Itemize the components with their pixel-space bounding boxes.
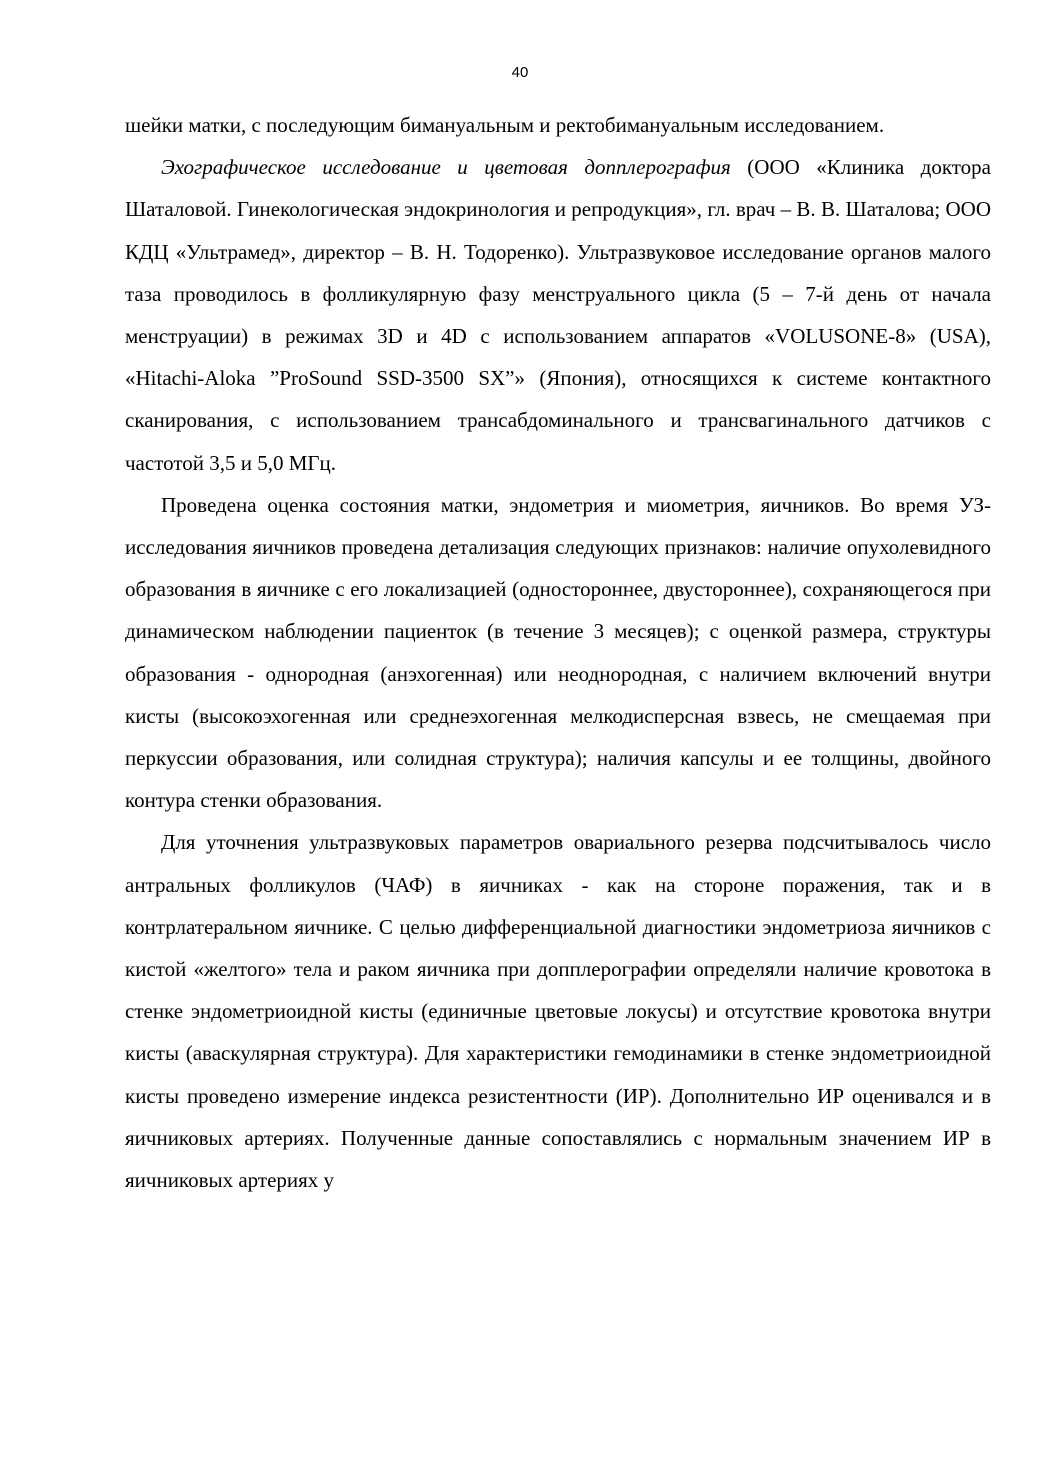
paragraph-2 bbox=[125, 146, 991, 484]
paragraph-2-text: (ООО «Клиника доктора Шаталовой. Гинекологическая эндокринология и репродукция», гл. врач – В. В. Шаталова; ООО КДЦ «Ультрамед», директор – В. Н. Тодоренко). Ультразвуковое исследование органов малого таза проводилось в фолликулярную фазу менструального цикла (5 – 7-й день от начала менструации) в режимах 3D и 4D с использованием аппаратов «VOLUSONE-8» (USA), «Hitachi-Aloka ”ProSound SSD-3500 SX”» (Япония), относящихся к системе контактного сканирования, с использованием трансабдоминального и трансвагинального датчиков с частотой 3,5 и 5,0 МГц. bbox=[125, 155, 991, 475]
paragraph-1: шейки матки, с последующим бимануальным и ректобимануальным исследованием. bbox=[125, 113, 885, 137]
body-text bbox=[125, 104, 991, 1201]
paragraph-3: Проведена оценка состояния матки, эндометрия и миометрия, яичников. Во время УЗ-исследования яичников проведена детализация следующих признаков: наличие опухолевидного образования в яичнике с его локализацией (одностороннее, двустороннее), сохраняющегося при динамическом наблюдении пациенток (в течение 3 месяцев); с оценкой размера, структуры образования - однородная (анэхогенная) или неоднородная, с наличием включений внутри кисты (высокоэхогенная или среднеэхогенная мелкодисперсная взвесь, не смещаемая при перкуссии образования, или солидная структура); наличия капсулы и ее толщины, двойного контура стенки образования. bbox=[125, 492, 991, 813]
paragraph-2-italic-heading: Эхографическое исследование и цветовая допплерография bbox=[161, 155, 731, 180]
page-number: 40 bbox=[511, 64, 529, 81]
paragraph-4: Для уточнения ультразвуковых параметров овариального резерва подсчитывалось число антральных фолликулов (ЧАФ) в яичниках - как на стороне поражения, так и в контрлатеральном яичнике. С целью дифференциальной диагностики эндометриоза яичников с кистой «желтого» тела и раком яичника при допплерографии определяли наличие кровотока в стенке эндометриоидной кисты (единичные цветовые локусы) и отсутствие кровотока внутри кисты (аваскулярная структура). Для характеристики гемодинамики в стенке эндометриоидной кисты проведено измерение индекса резистентности (ИР). Дополнительно ИР оценивался и в яичниковых артериях. Полученные данные сопоставлялись с нормальным значением ИР в яичниковых артериях у bbox=[125, 830, 991, 1193]
